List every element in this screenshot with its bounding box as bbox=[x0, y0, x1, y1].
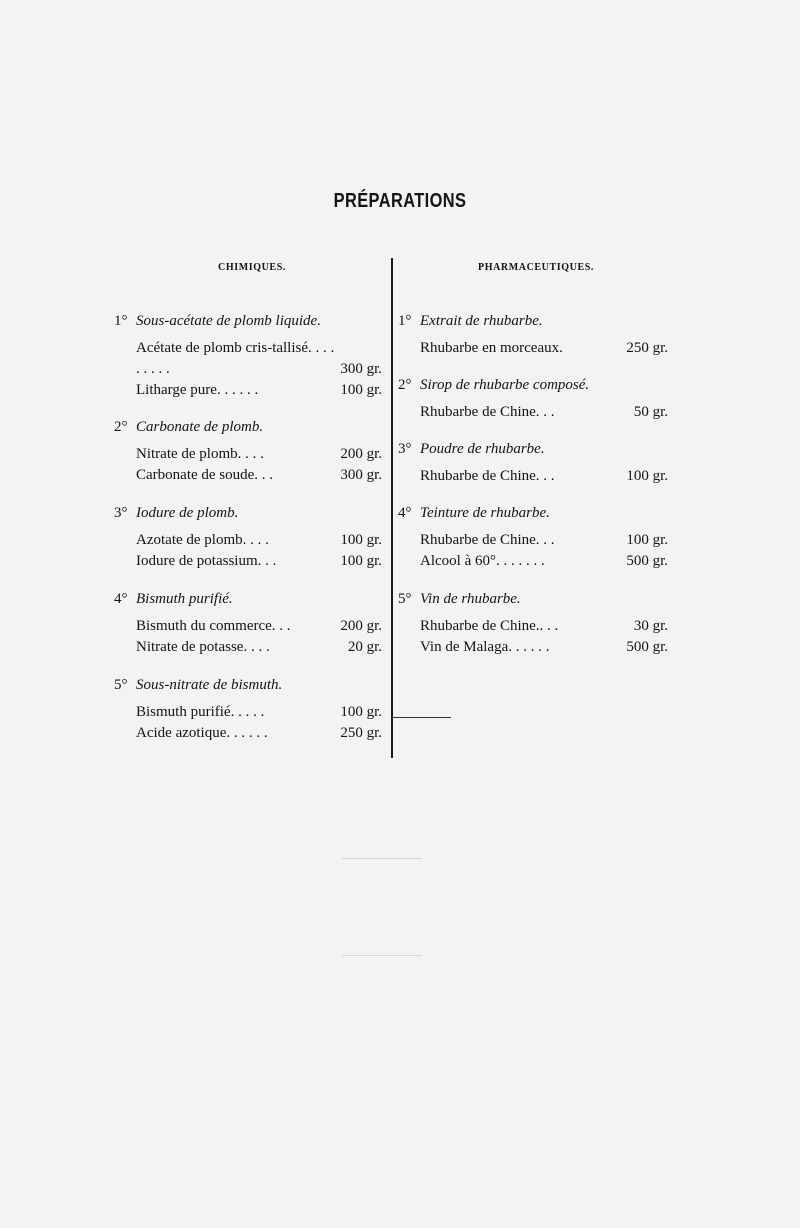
ingredient-list bbox=[398, 466, 668, 487]
ingredient-quantity: 500 gr. bbox=[626, 639, 668, 655]
ingredient-row bbox=[398, 551, 668, 572]
ingredient-quantity: 300 gr. bbox=[340, 467, 382, 483]
preparation-name: Sous-acétate de plomb liquide. bbox=[136, 313, 321, 329]
preparation-heading bbox=[398, 310, 668, 332]
preparation-number: 4° bbox=[398, 505, 412, 521]
ingredient-label: Carbonate de soude. . . bbox=[136, 467, 274, 483]
ingredient-quantity: 50 gr. bbox=[633, 404, 668, 420]
end-rule bbox=[393, 717, 451, 718]
ingredient-label: Acétate de plomb cris-tallisé. . . . . . . . . bbox=[136, 340, 335, 377]
ingredient-quantity: 100 gr. bbox=[340, 704, 382, 720]
ingredient-list bbox=[114, 444, 382, 486]
ingredient-quantity: 100 gr. bbox=[626, 468, 668, 484]
preparation-name: Iodure de plomb. bbox=[136, 505, 239, 521]
preparation-number: 1° bbox=[398, 313, 412, 329]
ingredient-label: Rhubarbe de Chine. . . bbox=[420, 468, 555, 484]
preparation-section bbox=[114, 416, 382, 502]
preparation-heading bbox=[398, 588, 668, 610]
preparation-section bbox=[114, 588, 382, 674]
page-title: PRÉPARATIONS bbox=[333, 190, 467, 212]
preparation-heading bbox=[114, 674, 382, 696]
preparation-number: 3° bbox=[114, 505, 128, 521]
column-header-chimiques: CHIMIQUES. bbox=[218, 262, 286, 273]
ingredient-row bbox=[114, 380, 382, 401]
ghost-rule bbox=[342, 955, 422, 956]
preparation-heading bbox=[114, 416, 382, 438]
preparation-section bbox=[398, 438, 668, 502]
ingredient-row bbox=[398, 637, 668, 658]
ingredient-row bbox=[114, 723, 382, 744]
preparation-heading bbox=[398, 502, 668, 524]
ingredient-row bbox=[114, 530, 382, 551]
ingredient-label: Rhubarbe en morceaux. bbox=[420, 340, 563, 356]
ingredient-label: Bismuth du commerce. . . bbox=[136, 618, 291, 634]
ingredient-label: Litharge pure. . . . . . bbox=[136, 382, 259, 398]
ingredient-label: Bismuth purifié. . . . . bbox=[136, 704, 265, 720]
preparation-name: Carbonate de plomb. bbox=[136, 419, 264, 435]
preparation-section bbox=[114, 674, 382, 744]
ingredient-row bbox=[114, 551, 382, 572]
ingredient-quantity: 100 gr. bbox=[626, 532, 668, 548]
preparation-number: 5° bbox=[114, 677, 128, 693]
ingredient-list bbox=[114, 530, 382, 572]
preparation-section bbox=[114, 502, 382, 588]
pharmaceutiques-column bbox=[398, 310, 668, 658]
preparation-number: 5° bbox=[398, 591, 412, 607]
preparation-name: Extrait de rhubarbe. bbox=[420, 313, 543, 329]
ingredient-label: Azotate de plomb. . . . bbox=[136, 532, 269, 548]
ingredient-label: Rhubarbe de Chine. . . bbox=[420, 532, 555, 548]
ingredient-quantity: 500 gr. bbox=[626, 553, 668, 569]
ingredient-quantity: 200 gr. bbox=[340, 618, 382, 634]
preparation-number: 4° bbox=[114, 591, 128, 607]
ingredient-quantity: 100 gr. bbox=[340, 532, 382, 548]
preparation-name: Sirop de rhubarbe composé. bbox=[420, 377, 590, 393]
ingredient-quantity: 100 gr. bbox=[340, 382, 382, 398]
preparation-heading bbox=[398, 374, 668, 396]
ingredient-quantity: 30 gr. bbox=[633, 618, 668, 634]
ingredient-label: Nitrate de potasse. . . . bbox=[136, 639, 270, 655]
preparation-section bbox=[398, 502, 668, 588]
ingredient-row bbox=[398, 402, 668, 423]
ingredient-label: Alcool à 60°. . . . . . . bbox=[420, 553, 545, 569]
preparation-heading bbox=[114, 502, 382, 524]
preparation-name: Vin de rhubarbe. bbox=[420, 591, 521, 607]
preparation-number: 2° bbox=[398, 377, 412, 393]
ingredient-list bbox=[398, 530, 668, 572]
preparation-name: Sous-nitrate de bismuth. bbox=[136, 677, 283, 693]
ghost-rule bbox=[342, 858, 422, 859]
ingredient-label: Iodure de potassium. . . bbox=[136, 553, 277, 569]
preparation-number: 1° bbox=[114, 313, 128, 329]
preparation-heading bbox=[114, 310, 382, 332]
ingredient-list bbox=[398, 402, 668, 423]
preparation-number: 2° bbox=[114, 419, 128, 435]
ingredient-list bbox=[398, 616, 668, 658]
ingredient-row bbox=[114, 702, 382, 723]
ingredient-row bbox=[398, 530, 668, 551]
ingredient-label: Rhubarbe de Chine.. . . bbox=[420, 618, 559, 634]
ingredient-row bbox=[114, 338, 382, 380]
chimiques-column bbox=[114, 310, 382, 744]
ingredient-quantity: 250 gr. bbox=[626, 340, 668, 356]
preparation-section bbox=[398, 588, 668, 658]
ingredient-quantity: 200 gr. bbox=[340, 446, 382, 462]
ingredient-quantity: 250 gr. bbox=[340, 725, 382, 741]
ingredient-row bbox=[114, 465, 382, 486]
ingredient-quantity: 100 gr. bbox=[340, 553, 382, 569]
ingredient-label: Vin de Malaga. . . . . . bbox=[420, 639, 550, 655]
preparation-heading bbox=[114, 588, 382, 610]
ingredient-row bbox=[114, 637, 382, 658]
ingredient-label: Nitrate de plomb. . . . bbox=[136, 446, 264, 462]
ingredient-label: Acide azotique. . . . . . bbox=[136, 725, 268, 741]
preparation-number: 3° bbox=[398, 441, 412, 457]
preparation-name: Poudre de rhubarbe. bbox=[420, 441, 545, 457]
ingredient-quantity: 20 gr. bbox=[347, 639, 382, 655]
preparation-section bbox=[114, 310, 382, 416]
ingredient-label: Rhubarbe de Chine. . . bbox=[420, 404, 555, 420]
ingredient-list bbox=[114, 338, 382, 401]
column-header-pharmaceutiques: PHARMACEUTIQUES. bbox=[478, 262, 594, 273]
ingredient-list bbox=[114, 702, 382, 744]
ingredient-list bbox=[398, 338, 668, 359]
preparation-section bbox=[398, 310, 668, 374]
ingredient-row bbox=[114, 444, 382, 465]
column-divider bbox=[391, 258, 393, 758]
ingredient-quantity: 300 gr. bbox=[340, 361, 382, 377]
ingredient-row bbox=[398, 466, 668, 487]
ingredient-row bbox=[398, 338, 668, 359]
preparation-heading bbox=[398, 438, 668, 460]
ingredient-row bbox=[114, 616, 382, 637]
ingredient-list bbox=[114, 616, 382, 658]
preparation-name: Teinture de rhubarbe. bbox=[420, 505, 550, 521]
preparation-section bbox=[398, 374, 668, 438]
ingredient-row bbox=[398, 616, 668, 637]
preparation-name: Bismuth purifié. bbox=[136, 591, 233, 607]
